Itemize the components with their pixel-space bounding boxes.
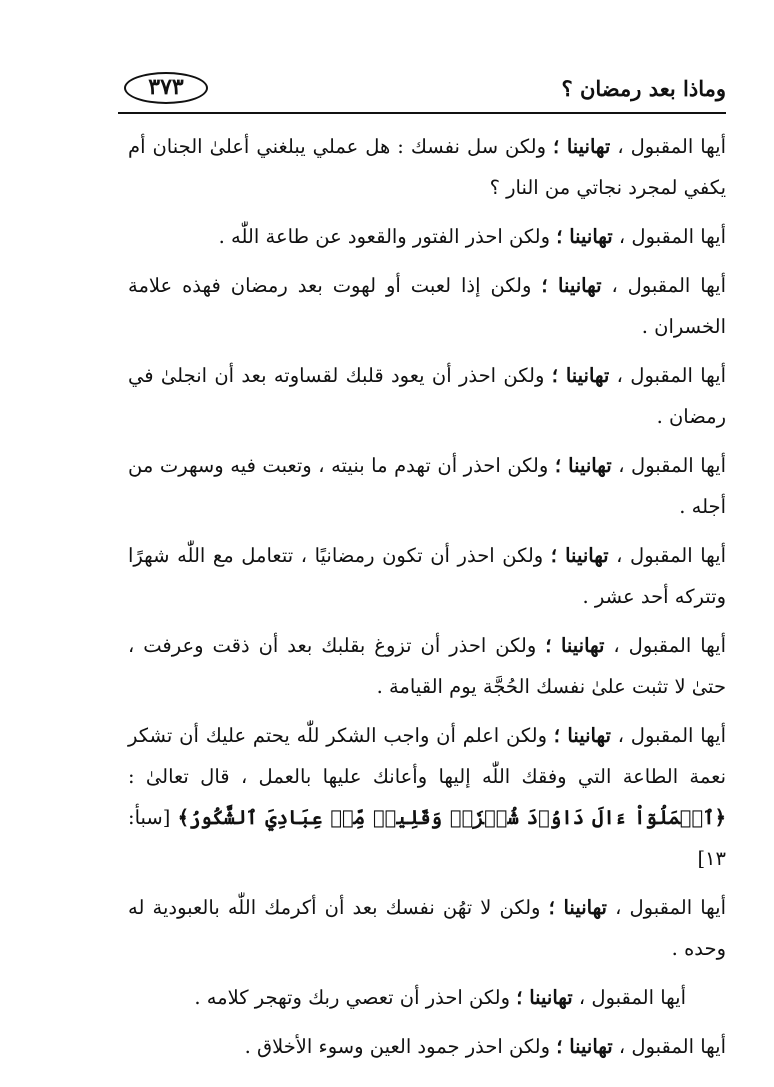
- paragraph: [128, 355, 726, 437]
- paragraph-congrats: تهانينا ؛: [548, 896, 607, 919]
- paragraph-text: ولكن لا تهُن نفسك بعد أن أكرمك اللّٰه بالعبودية له وحده .: [128, 896, 726, 960]
- paragraph-congrats: تهانينا ؛: [553, 724, 611, 747]
- paragraph-text: ولكن احذر أن تهدم ما بنيته ، وتعبت فيه وسهرت من أجله .: [128, 454, 726, 518]
- paragraph-congrats: تهانينا ؛: [541, 274, 602, 297]
- paragraph: [128, 216, 726, 257]
- paragraph-congrats: تهانينا ؛: [550, 544, 609, 567]
- running-title: وماذا بعد رمضان ؟: [561, 76, 726, 101]
- paragraph: [128, 445, 726, 527]
- paragraph-congrats: تهانينا ؛: [545, 634, 605, 657]
- paragraph: [128, 977, 726, 1018]
- paragraph-congrats: تهانينا ؛: [554, 454, 612, 477]
- paragraph-congrats: تهانينا ؛: [551, 364, 610, 387]
- paragraph-lead: أيها المقبول ،: [613, 634, 727, 657]
- paragraph-text: ولكن احذر أن يعود قلبك لقساوته بعد أن انجلىٰ في رمضان .: [128, 364, 726, 428]
- paragraph: [128, 265, 726, 347]
- paragraph-lead: أيها المقبول ،: [618, 454, 726, 477]
- paragraph-lead: أيها المقبول ،: [611, 274, 726, 297]
- paragraph: [128, 715, 726, 879]
- paragraph-lead: أيها المقبول ،: [615, 896, 726, 919]
- header-rule: [118, 112, 726, 114]
- paragraph-text: ولكن احذر الفتور والقعود عن طاعة اللّٰه .: [218, 225, 551, 248]
- paragraph-lead: أيها المقبول ،: [618, 1035, 726, 1058]
- paragraph-congrats: تهانينا ؛: [556, 225, 613, 248]
- paragraph-text: ولكن احذر جمود العين وسوء الأخلاق .: [244, 1035, 551, 1058]
- paragraph-congrats: تهانينا ؛: [556, 1035, 613, 1058]
- paragraph-text: ولكن اعلم أن واجب الشكر للّٰه يحتم عليك أن تشكر نعمة الطاعة التي وفقك اللّٰه إليها وأعانك عليها بالعمل ، قال تعالىٰ :: [128, 724, 726, 788]
- paragraph: [128, 126, 726, 208]
- paragraph-text: ولكن إذا لعبت أو لهوت بعد رمضان فهذه علامة الخسران .: [128, 274, 726, 338]
- paragraph-text: ولكن احذر أن تكون رمضانيًا ، تتعامل مع اللّٰه شهرًا وتتركه أحد عشر .: [128, 544, 726, 608]
- paragraph: [128, 625, 726, 707]
- paragraph: [128, 887, 726, 969]
- paragraph-lead: أيها المقبول ،: [617, 135, 727, 158]
- paragraph-lead: أيها المقبول ،: [618, 225, 726, 248]
- paragraph-lead: أيها المقبول ،: [578, 986, 686, 1009]
- paragraph-text: ولكن احذر أن تعصي ربك وتهجر كلامه .: [194, 986, 511, 1009]
- paragraph: [128, 1026, 726, 1067]
- paragraph-text: ولكن سل نفسك : هل عملي يبلغني أعلىٰ الجنان أم يكفي لمجرد نجاتي من النار ؟: [128, 135, 726, 199]
- paragraph-lead: أيها المقبول ،: [616, 544, 726, 567]
- paragraph-lead: أيها المقبول ،: [616, 364, 726, 387]
- paragraph-congrats: تهانينا ؛: [553, 135, 611, 158]
- page-number: ٣٧٣: [124, 72, 208, 104]
- page-header: [118, 68, 726, 112]
- paragraph: [128, 535, 726, 617]
- paragraph-lead: أيها المقبول ،: [617, 724, 727, 747]
- paragraph-congrats: تهانينا ؛: [516, 986, 573, 1009]
- paragraph-text: ولكن احذر أن تزوغ بقلبك بعد أن ذقت وعرفت ، حتىٰ لا تثبت علىٰ نفسك الحُجَّة يوم القيامة .: [128, 634, 726, 698]
- verse-reference: [سبأ: ١٣]: [128, 806, 726, 870]
- quran-verse: ﴿ٱعۡمَلُوٓاْ ءَالَ دَاوُۥدَ شُكۡرٗاۚ وَقَلِيلٞ مِّنۡ عِبَادِيَ ٱلشَّكُورُ﴾: [177, 806, 726, 829]
- body-text: [128, 126, 726, 1075]
